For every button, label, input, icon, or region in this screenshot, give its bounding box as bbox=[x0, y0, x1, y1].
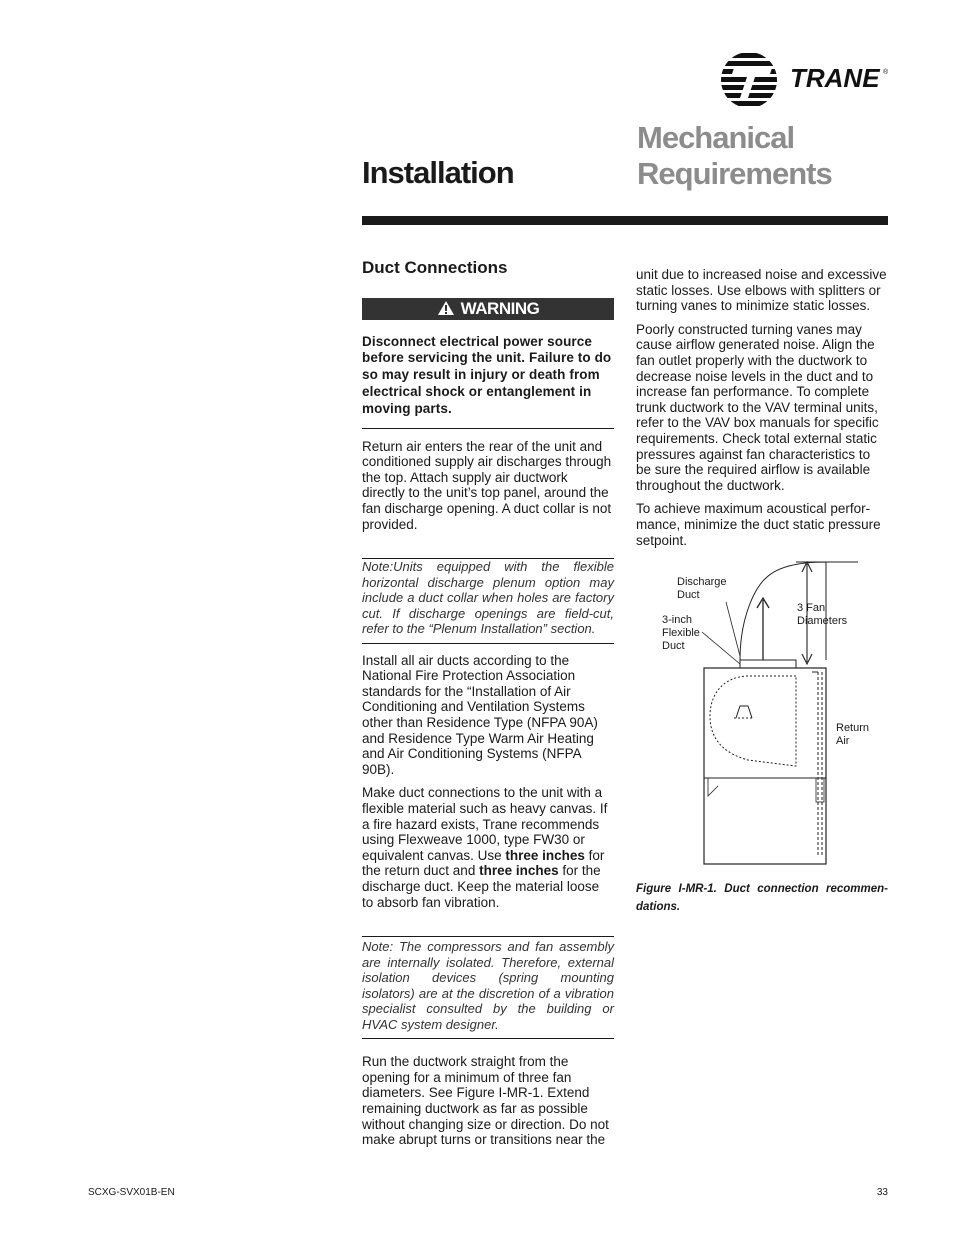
subsection-title bbox=[637, 120, 832, 192]
paragraph: Install all air ducts according to the National Fire Protection Association standards for the “Installation of Air Conditioning and Ventilation Systems other than Residence Type (NFPA 90A) and Residence Type Warm Air Heating and Air Conditioning Systems (NFPA 90B). bbox=[362, 652, 598, 777]
paragraph: unit due to increased noise and excessive static losses. Use elbows with splitters or turning vanes to minimize static losses. bbox=[636, 267, 887, 314]
right-column bbox=[636, 267, 888, 556]
paragraph: Make duct connections to the unit with a flexible material such as heavy canvas. If a fire hazard exists, Trane recommends using Flexweave 1000, type FW30 or equivalent canvas. Use three inches for the return duct and three inches for the discharge duct. Keep the material loose to absorb fan vibration. bbox=[362, 785, 608, 910]
paragraph: To achieve maximum acoustical perfor-mance, minimize the duct static pressure setpoint. bbox=[636, 501, 881, 548]
label-discharge-duct: Discharge Duct bbox=[677, 576, 727, 601]
warning-label: WARNING bbox=[460, 298, 540, 318]
paragraph: Poorly constructed turning vanes may cause airflow generated noise. Align the fan outlet properly with the ductwork to decrease noise levels in the duct and to increase fan performance. To complete trunk ductwork to the VAV terminal units, refer to the VAV box manuals for specific requirements. Check total external static pressures against fan characteristics to be sure the required airflow is available throughout the ductwork. bbox=[636, 321, 879, 493]
note: Note:Units equipped with the flexible horizontal discharge plenum option may include a duct collar when holes are factory cut. If discharge openings are field-cut, refer to the “Plenum Installation” section. bbox=[362, 559, 614, 637]
page-number: 33 bbox=[876, 1187, 888, 1198]
document-id: SCXG-SVX01B-EN bbox=[88, 1187, 175, 1198]
section-heading: Duct Connections bbox=[362, 258, 508, 277]
label-return-air: Return Air bbox=[836, 722, 870, 747]
warning-icon bbox=[437, 300, 455, 322]
duct-diagram bbox=[636, 556, 888, 876]
left-column bbox=[362, 260, 614, 1148]
svg-text:®: ® bbox=[883, 69, 889, 76]
section-title: Installation bbox=[362, 155, 514, 190]
subsection-title-line2: Requirements bbox=[637, 156, 832, 191]
paragraph: Return air enters the rear of the unit and conditioned supply air discharges through the top. Attach supply air ductwork directly to the unit’s top panel, around the fan discharge opening. A duct collar is not provided. bbox=[362, 438, 612, 532]
trane-logo bbox=[720, 50, 896, 110]
logo-wordmark: TRANE bbox=[790, 63, 880, 93]
label-flexible-duct: 3-inch Flexible Duct bbox=[662, 614, 700, 652]
duct-connection-figure bbox=[636, 556, 888, 876]
note: Note: The compressors and fan assembly are internally isolated. Therefore, external isolation devices (spring mounting isolators) are at the discretion of a vibration specialist consulted by the building or HVAC system designer. bbox=[362, 939, 614, 1032]
label-fan-diameters: 3 Fan Diameters bbox=[797, 602, 848, 627]
warning-banner bbox=[362, 298, 614, 320]
warning-text: Disconnect electrical power source before servicing the unit. Failure to do so may result in injury or death from electrical shock or entanglement in moving parts. bbox=[362, 333, 612, 416]
figure-caption: Figure I-MR-1. Duct connection recommen-dations. bbox=[636, 883, 888, 913]
paragraph: Run the ductwork straight from the opening for a minimum of three fan diameters. See Figure I-MR-1. Extend remaining ductwork as far as possible without changing size or direction. Do not make abrupt turns or transitions near the bbox=[362, 1054, 609, 1148]
header-rule bbox=[362, 216, 888, 225]
subsection-title-line1: Mechanical bbox=[637, 120, 795, 155]
